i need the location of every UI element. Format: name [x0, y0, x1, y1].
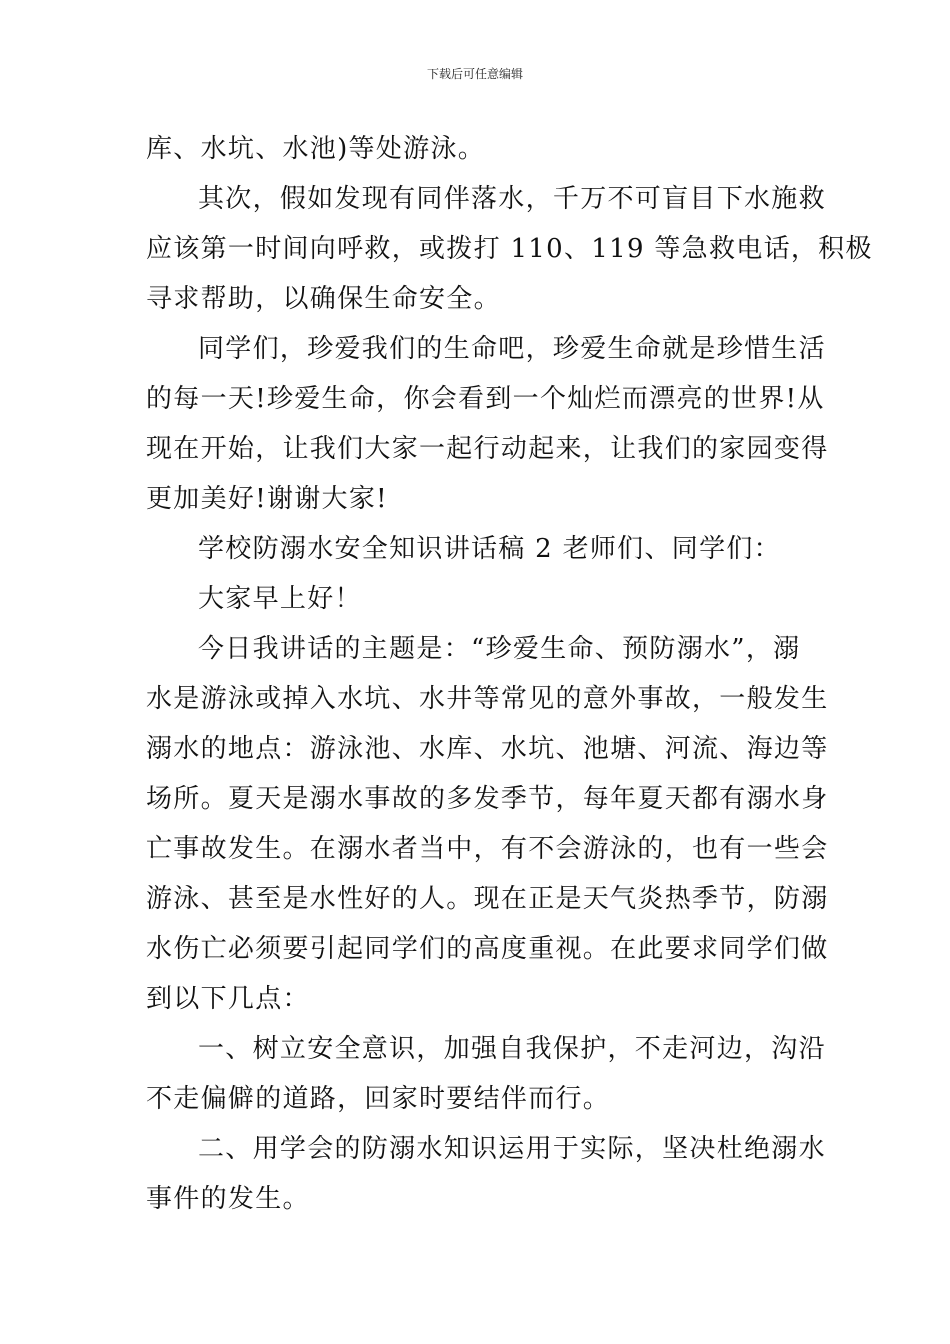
- text-line: 的每一天!珍爱生命，你会看到一个灿烂而漂亮的世界!从: [146, 384, 825, 414]
- document-body: [146, 124, 873, 1224]
- text-line: 更加美好!谢谢大家!: [146, 484, 388, 514]
- text-line: 其次，假如发现有同伴落水，千万不可盲目下水施救: [198, 184, 826, 214]
- text-line: 库、水坑、水池)等处游泳。: [146, 134, 486, 164]
- text-line: 游泳、甚至是水性好的人。现在正是天气炎热季节，防溺: [146, 884, 829, 914]
- text-line: 水伤亡必须要引起同学们的高度重视。在此要求同学们做: [146, 934, 829, 964]
- text-line: 同学们，珍爱我们的生命吧，珍爱生命就是珍惜生活: [198, 334, 826, 364]
- list-item-line: 一、树立安全意识，加强自我保护，不走河边，沟沿: [198, 1034, 826, 1064]
- text-line: 寻求帮助，以确保生命安全。: [146, 284, 501, 314]
- text-line: 场所。夏天是溺水事故的多发季节，每年夏天都有溺水身: [146, 784, 829, 814]
- text-line: 事件的发生。: [146, 1184, 310, 1214]
- text-line: 到以下几点：: [146, 984, 310, 1014]
- text-line: 现在开始，让我们大家一起行动起来，让我们的家园变得: [146, 434, 829, 464]
- section-heading-line: 学校防溺水安全知识讲话稿 2 老师们、同学们：: [198, 534, 781, 564]
- text-line: 应该第一时间向呼救，或拨打 110、119 等急救电话，积极: [146, 234, 873, 264]
- text-line: 亡事故发生。在溺水者当中，有不会游泳的，也有一些会: [146, 834, 829, 864]
- text-line: 溺水的地点：游泳池、水库、水坑、池塘、河流、海边等: [146, 734, 829, 764]
- list-item-line: 二、用学会的防溺水知识运用于实际，坚决杜绝溺水: [198, 1134, 826, 1164]
- text-line: 不走偏僻的道路，回家时要结伴而行。: [146, 1084, 611, 1114]
- page-header: 下载后可任意编辑: [426, 67, 523, 81]
- text-line: 今日我讲话的主题是：“珍爱生命、预防溺水”，溺: [198, 634, 801, 664]
- text-line: 水是游泳或掉入水坑、水井等常见的意外事故，一般发生: [146, 684, 829, 714]
- greeting-line: 大家早上好！: [198, 584, 362, 614]
